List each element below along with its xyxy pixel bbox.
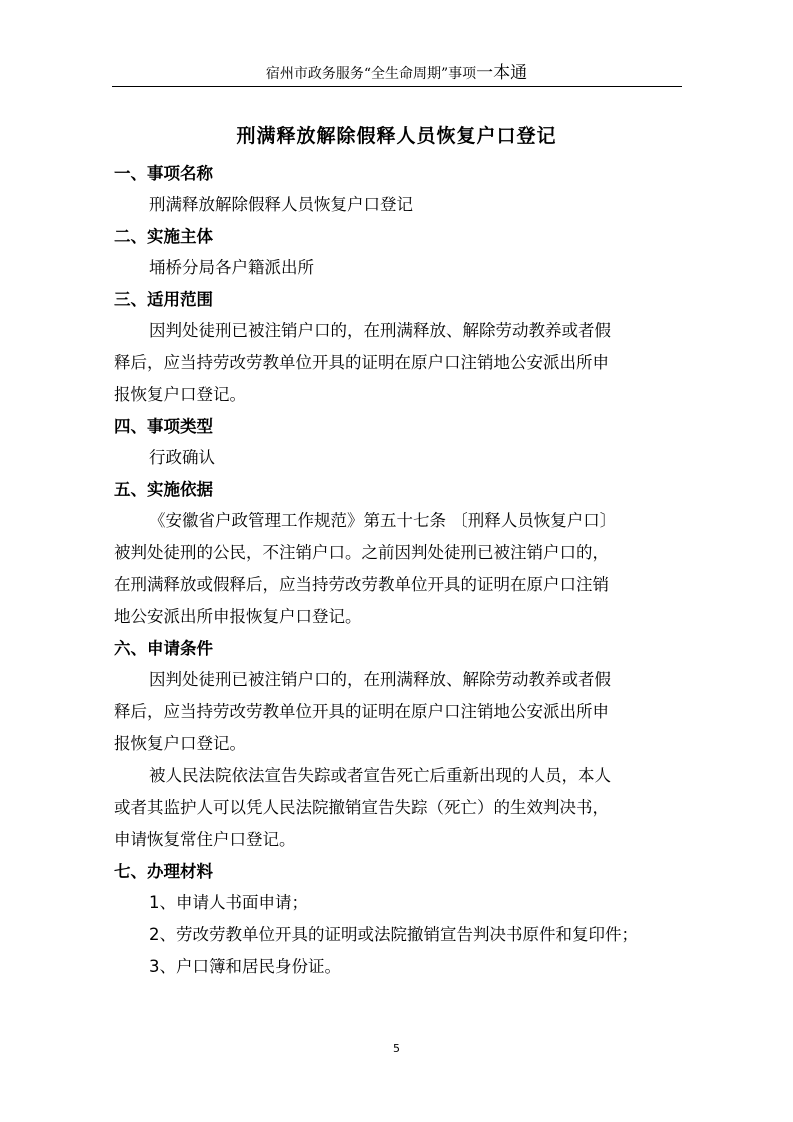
material-item: 1、申请人书面申请； bbox=[149, 893, 308, 912]
section-text: 释后，应当持劳改劳教单位开具的证明在原户口注销地公安派出所申 bbox=[114, 353, 609, 372]
section-heading: 二、实施主体 bbox=[114, 227, 213, 246]
section-heading: 七、办理材料 bbox=[114, 862, 213, 881]
section-heading: 五、实施依据 bbox=[114, 480, 213, 499]
section-text: 或者其监护人可以凭人民法院撤销宣告失踪（死亡）的生效判决书， bbox=[114, 798, 609, 817]
running-header bbox=[0, 58, 793, 83]
section-heading: 一、事项名称 bbox=[114, 164, 213, 183]
section-text: 《安徽省户政管理工作规范》第五十七条 〔刑释人员恢复户口〕 bbox=[149, 511, 617, 530]
section-heading: 四、事项类型 bbox=[114, 417, 213, 436]
section-text: 因判处徒刑已被注销户口的，在刑满释放、解除劳动教养或者假 bbox=[149, 670, 611, 689]
page-number: 5 bbox=[393, 1042, 400, 1055]
section-text: 被人民法院依法宣告失踪或者宣告死亡后重新出现的人员，本人 bbox=[149, 766, 611, 785]
section-heading: 六、申请条件 bbox=[114, 639, 213, 658]
material-item: 3、户口簿和居民身份证。 bbox=[149, 957, 341, 976]
section-text: 申请恢复常住户口登记。 bbox=[114, 830, 296, 849]
section-heading: 三、适用范围 bbox=[114, 290, 213, 309]
running-header-suffix: 一本通 bbox=[476, 63, 528, 83]
section-text: 刑满释放解除假释人员恢复户口登记 bbox=[149, 195, 413, 214]
material-item: 2、劳改劳教单位开具的证明或法院撤销宣告判决书原件和复印件； bbox=[149, 925, 638, 944]
section-text: 报恢复户口登记。 bbox=[114, 385, 246, 404]
section-text: 在刑满释放或假释后，应当持劳改劳教单位开具的证明在原户口注销 bbox=[114, 575, 609, 594]
document-title: 刑满释放解除假释人员恢复户口登记 bbox=[236, 125, 557, 147]
header-rule bbox=[112, 86, 682, 87]
section-text: 报恢复户口登记。 bbox=[114, 734, 246, 753]
section-text: 被判处徒刑的公民，不注销户口。之前因判处徒刑已被注销户口的， bbox=[114, 543, 609, 562]
section-text: 埇桥分局各户籍派出所 bbox=[149, 258, 314, 277]
running-header-prefix: 宿州市政务服务“全生命周期”事项 bbox=[265, 66, 477, 82]
section-text: 行政确认 bbox=[149, 448, 215, 467]
section-text: 地公安派出所申报恢复户口登记。 bbox=[114, 607, 362, 626]
section-text: 因判处徒刑已被注销户口的，在刑满释放、解除劳动教养或者假 bbox=[149, 321, 611, 340]
section-text: 释后，应当持劳改劳教单位开具的证明在原户口注销地公安派出所申 bbox=[114, 702, 609, 721]
document-body bbox=[114, 158, 679, 983]
